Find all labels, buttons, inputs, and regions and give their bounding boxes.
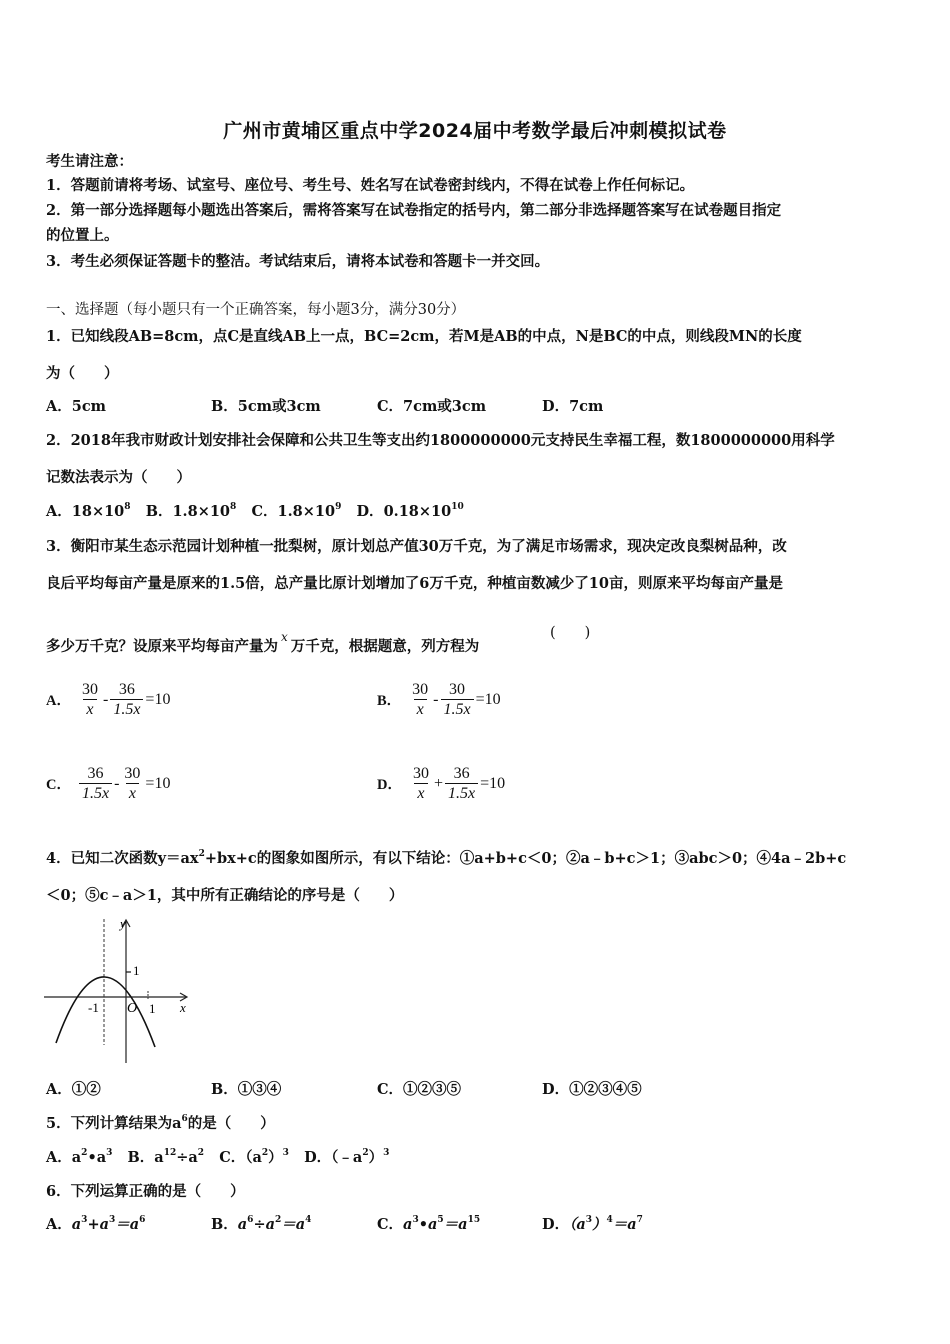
notice-item: 1．答题前请将考场、试室号、座位号、考生号、姓名写在试卷密封线内，不得在试卷上作任何标记。: [46, 177, 695, 194]
q4-option-c: C．①②③⑤: [377, 1081, 462, 1098]
q4-option-d: D．①②③④⑤: [542, 1081, 642, 1098]
q4-option-b: B．①③④: [211, 1081, 282, 1098]
q2-stem: 2．2018年我市财政计划安排社会保障和公共卫生等支出约1800000000元支持民生幸福工程，数1800000000用科学: [46, 432, 835, 449]
notice-heading: 考生请注意：: [46, 153, 133, 170]
q2-option-b: B．$1.8\times 10^8$: [145, 502, 237, 520]
section-heading: 一、选择题（每小题只有一个正确答案，每小题3分，满分30分）: [46, 302, 466, 318]
q6-option-d: D．$(a^3)^4=a^7$: [542, 1215, 643, 1233]
q3-stem: 3．衡阳市某生态示范园计划种植一批梨树，原计划总产值30万千克，为了满足市场需求，现决定改良梨树品种，改: [46, 538, 787, 555]
x-one-label: 1: [149, 1001, 156, 1016]
page-title: 广州市黄埔区重点中学2024届中考数学最后冲刺模拟试卷: [223, 120, 727, 142]
q2-stem-cont: 记数法表示为（ ）: [46, 469, 191, 486]
q2-option-a: A．$18\times 10^8$: [46, 502, 131, 520]
q3-option-c: C． $\frac{36}{1.5x}$ - $\frac{30}{x}$ =10: [46, 765, 171, 802]
q4-stem-cont: ＜0；⑤c﹣a＞1，其中所有正确结论的序号是（ ）: [46, 887, 404, 904]
q3-stem-cont: 良后平均每亩产量是原来的1.5倍，总产量比原计划增加了6万千克，种植亩数减少了10亩，则原来平均每亩产量是: [46, 575, 783, 592]
q1-option-d: D．7cm: [542, 398, 604, 415]
q6-stem: 6．下列运算正确的是（ ）: [46, 1183, 245, 1200]
q5-option-c: C．$(a^2)^3$: [219, 1148, 289, 1166]
q4-stem: 4．已知二次函数$y=ax^2+bx+c$的图象如图所示，有以下结论：①a+b+c＜0；②a﹣b+c＞1；③abc＞0；④4a﹣2b+c: [46, 849, 847, 867]
notice-item: 3．考生必须保证答题卡的整洁。考试结束后，请将本试卷和答题卡一并交回。: [46, 253, 550, 270]
q1-option-c: C．7cm或3cm: [377, 398, 487, 415]
q3-stem-cont2: 多少万千克？设原来平均每亩产量为$^x$万千克，根据题意，列方程为: [46, 630, 480, 655]
q6-option-b: B．$a^6\div a^2=a^4$: [211, 1215, 312, 1233]
parabola-curve: [56, 977, 155, 1047]
y-one-label: 1: [133, 963, 140, 978]
q3-variable: x: [281, 630, 288, 644]
q2-option-d: D．$0.18\times 10^{10}$: [356, 502, 464, 520]
q3-option-b: B． $\frac{30}{x}$ - $\frac{30}{1.5x}$ =10: [377, 681, 501, 718]
q1-option-b: B．5cm或3cm: [211, 398, 321, 415]
q2-options: [46, 502, 464, 522]
q1-stem-cont: 为（ ）: [46, 365, 119, 382]
notice-item: 2．第一部分选择题每小题选出答案后，需将答案写在试卷指定的括号内，第二部分非选择题答案写在试卷题目指定: [46, 202, 782, 219]
q1-stem: 1．已知线段AB=8cm，点C是直线AB上一点，BC=2cm，若M是AB的中点，N是BC的中点，则线段MN的长度: [46, 328, 802, 345]
q3-answer-paren: ( ): [550, 625, 591, 641]
q6-option-c: C．$a^3•a^5=a^{15}$: [377, 1215, 481, 1233]
q6-option-a: A．$a^3+a^3=a^6$: [46, 1215, 146, 1233]
q2-option-c: C．$1.8\times 10^9$: [251, 502, 342, 520]
q5-options: [46, 1148, 389, 1168]
q4-option-a: A．①②: [46, 1081, 101, 1098]
q5-stem: 5．下列计算结果为$a^6$的是（ ）: [46, 1114, 275, 1132]
y-axis-label: y: [120, 916, 126, 931]
origin-label: O: [127, 1001, 138, 1016]
q3-option-a: A． $\frac{30}{x}$ - $\frac{36}{1.5x}$ =10: [46, 681, 171, 718]
q3-option-d: D． $\frac{30}{x}$ + $\frac{36}{1.5x}$ =10: [377, 765, 506, 802]
q5-option-b: B．$a^{12}\div a^2$: [127, 1148, 205, 1166]
q1-option-a: A．5cm: [46, 398, 107, 415]
q5-option-a: A．$a^2•a^3$: [46, 1148, 113, 1166]
x-axis-label: x: [180, 1000, 186, 1015]
neg-one-label: -1: [88, 1000, 99, 1015]
notice-item: 的位置上。: [46, 227, 119, 244]
q4-parabola-graph: [40, 915, 200, 1070]
q5-option-d: D．$(﹣a^2)^3$: [304, 1148, 390, 1166]
